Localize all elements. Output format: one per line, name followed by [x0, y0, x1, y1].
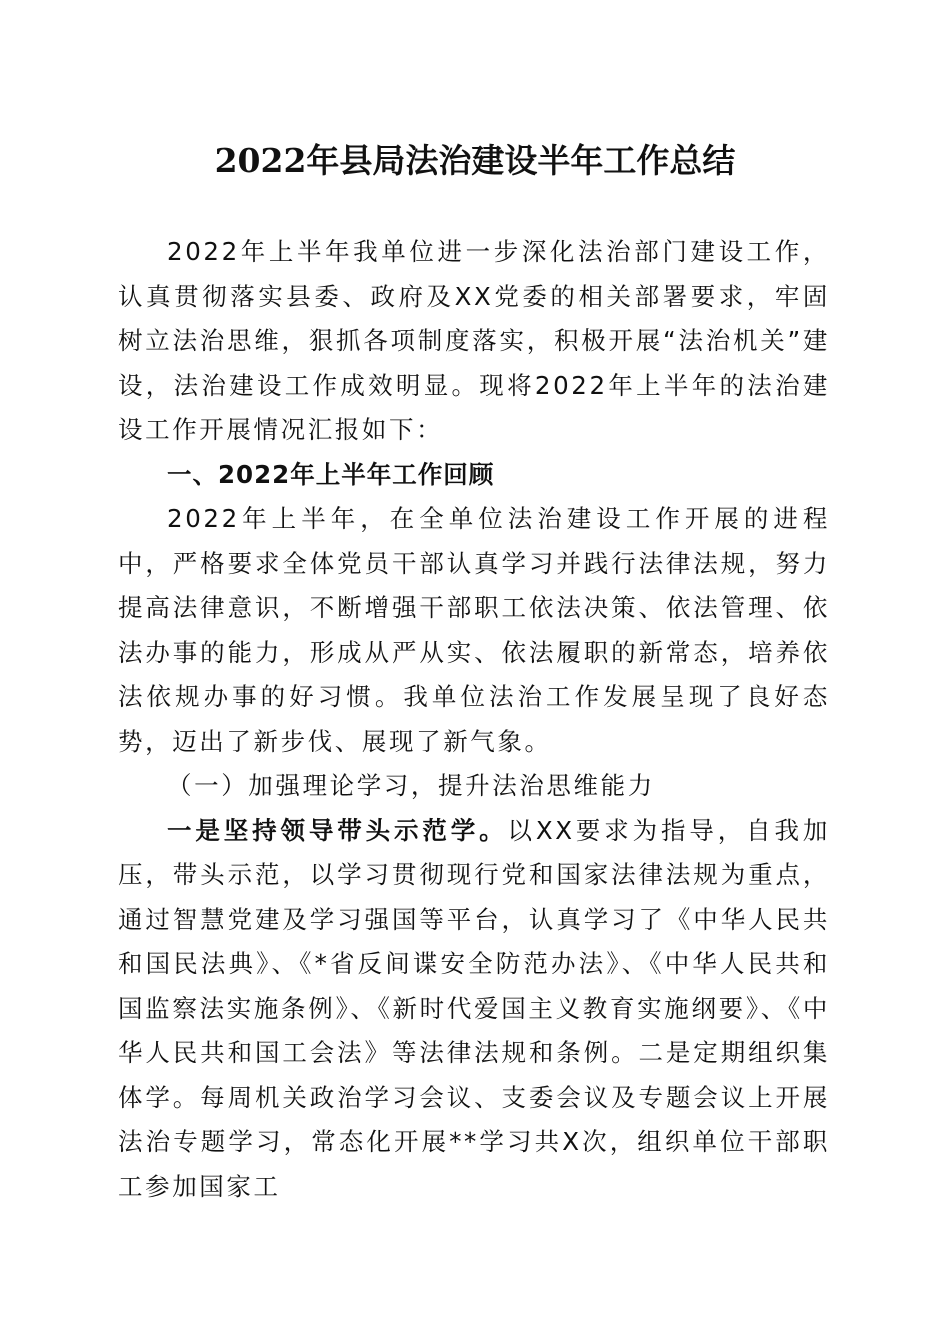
- subsection-text: 以XX要求为指导，自我加压，带头示范，以学习贯彻现行党和国家法律法规为重点，通过智慧党建及学习强国等平台，认真学习了《中华人民共和国民法典》、《*省反间谍安全防范办法》、《中华人民共和国监察法实施条例》、《新时代爱国主义教育实施纲要》、《中华人民共和国工会法》等法律法规和条例。二是定期组织集体学。每周机关政治学习会议、支委会议及专题会议上开展法治专题学习，常态化开展**学习共X次，组织单位干部职工参加国家工: [118, 815, 830, 1201]
- section-paragraph: 2022年上半年，在全单位法治建设工作开展的进程中，严格要求全体党员干部认真学习并践行法律法规，努力提高法律意识，不断增强干部职工依法决策、依法管理、依法办事的能力，形成从严从实、依法履职的新常态，培养依法依规办事的好习惯。我单位法治工作发展呈现了良好态势，迈出了新步伐、展现了新气象。: [118, 504, 830, 756]
- subsection-lead: 一是坚持领导带头示范学。: [167, 815, 508, 845]
- subsection-paragraph: [118, 809, 830, 1210]
- document-body: [118, 230, 830, 1209]
- document-title: 2022年县局法治建设半年工作总结: [214, 141, 736, 180]
- subsection-heading: （一）加强理论学习，提升法治思维能力: [167, 771, 655, 800]
- section-heading: 一、2022年上半年工作回顾: [167, 459, 495, 489]
- intro-paragraph: 2022年上半年我单位进一步深化法治部门建设工作，认真贯彻落实县委、政府及XX党委的相关部署要求，牢固树立法治思维，狠抓各项制度落实，积极开展“法治机关”建设，法治建设工作成效明显。现将2022年上半年的法治建设工作开展情况汇报如下：: [118, 237, 830, 444]
